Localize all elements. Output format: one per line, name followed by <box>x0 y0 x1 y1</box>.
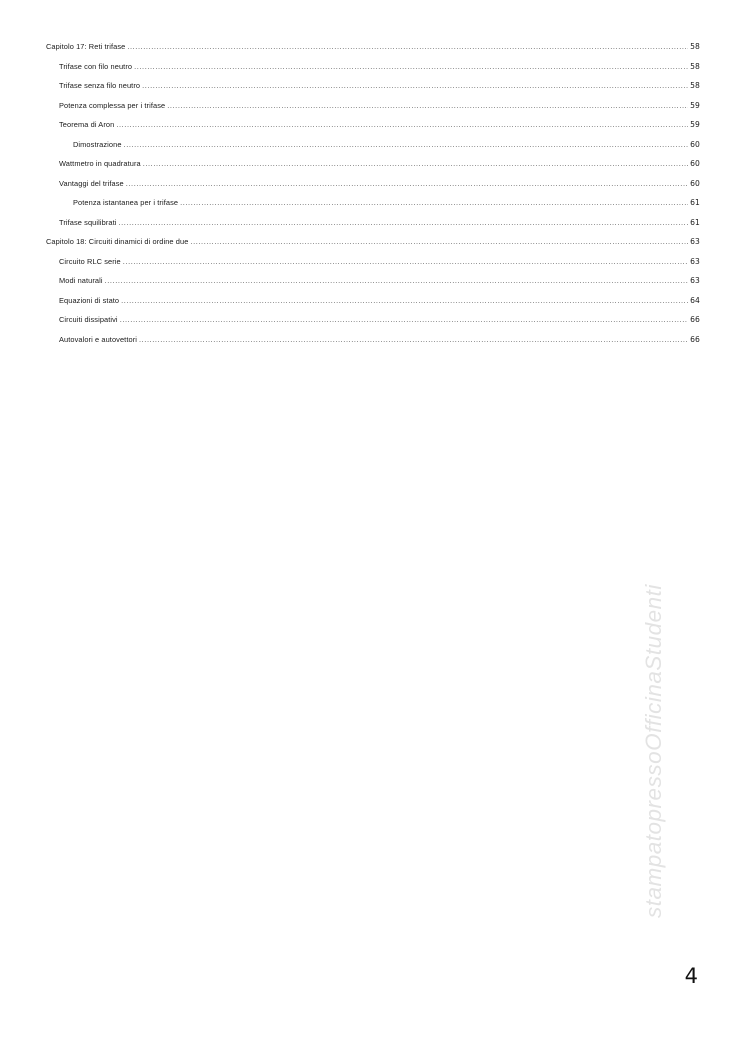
toc-entry-page: 58 <box>690 81 700 90</box>
toc-entry-page: 60 <box>690 159 700 168</box>
toc-dot-leader <box>105 276 689 285</box>
toc-entry-page: 60 <box>690 178 700 188</box>
toc-entry[interactable] <box>46 218 700 238</box>
toc-entry-title: Teorema di Aron <box>59 120 115 129</box>
toc-dot-leader <box>126 179 688 188</box>
toc-entry[interactable] <box>46 120 700 140</box>
watermark: stampatopressoOfficinaStudenti <box>641 584 666 918</box>
toc-entry[interactable] <box>46 140 700 160</box>
toc-entry-page: 64 <box>690 295 700 305</box>
toc-dot-leader <box>123 257 688 266</box>
toc-entry[interactable] <box>46 335 700 355</box>
toc-entry-title: Trifase con filo neutro <box>59 61 133 71</box>
toc-entry[interactable] <box>46 257 700 277</box>
toc-dot-leader <box>119 218 689 227</box>
toc-dot-leader <box>167 101 688 110</box>
toc-dot-leader <box>190 237 688 246</box>
toc-dot-leader <box>120 315 688 324</box>
toc-entry-title: Equazioni di stato <box>59 295 120 305</box>
toc-entry[interactable] <box>46 159 700 179</box>
toc-entry[interactable] <box>46 296 700 316</box>
toc-entry-page: 61 <box>690 217 700 227</box>
toc-entry[interactable] <box>46 81 700 101</box>
toc-entry-title: Potenza istantanea per i trifase <box>73 198 179 207</box>
toc-entry-title: Wattmetro in quadratura <box>59 159 141 168</box>
toc-entry-title: Trifase senza filo neutro <box>59 81 141 90</box>
toc-entry-page: 63 <box>690 256 700 266</box>
toc-dot-leader <box>116 120 688 129</box>
page-number: 4 <box>684 964 698 988</box>
toc-dot-leader <box>180 198 688 207</box>
toc-entry-title: Autovalori e autovettori <box>59 334 137 344</box>
toc-entry-title: Circuiti dissipativi <box>59 315 118 324</box>
toc-dot-leader <box>134 62 688 71</box>
toc-entry-page: 59 <box>690 120 700 129</box>
table-of-contents <box>46 42 700 354</box>
toc-entry-page: 63 <box>690 276 700 285</box>
toc-entry-page: 66 <box>690 315 700 324</box>
toc-entry-page: 66 <box>690 334 700 344</box>
toc-entry[interactable] <box>46 198 700 218</box>
toc-entry[interactable] <box>46 42 700 62</box>
toc-entry-page: 58 <box>690 42 700 51</box>
toc-dot-leader <box>142 81 688 90</box>
toc-entry-title: Modi naturali <box>59 276 103 285</box>
toc-entry-title: Capitolo 17: Reti trifase <box>46 42 126 51</box>
toc-entry[interactable] <box>46 179 700 199</box>
toc-entry[interactable] <box>46 315 700 335</box>
toc-entry-title: Circuito RLC serie <box>59 256 121 266</box>
toc-dot-leader <box>121 296 688 305</box>
toc-entry[interactable] <box>46 237 700 257</box>
toc-dot-leader <box>139 335 688 344</box>
toc-entry-page: 63 <box>690 237 700 246</box>
toc-entry[interactable] <box>46 276 700 296</box>
toc-entry-title: Dimostrazione <box>73 139 122 149</box>
toc-dot-leader <box>143 159 688 168</box>
toc-dot-leader <box>127 42 688 51</box>
toc-entry-title: Potenza complessa per i trifase <box>59 100 166 110</box>
toc-entry[interactable] <box>46 62 700 82</box>
toc-entry[interactable] <box>46 101 700 121</box>
toc-entry-page: 60 <box>690 139 700 149</box>
toc-entry-page: 61 <box>690 198 700 207</box>
toc-entry-page: 59 <box>690 100 700 110</box>
toc-entry-title: Capitolo 18: Circuiti dinamici di ordine due <box>46 237 189 246</box>
toc-entry-page: 58 <box>690 61 700 71</box>
toc-dot-leader <box>124 140 689 149</box>
toc-entry-title: Trifase squilibrati <box>59 217 117 227</box>
toc-entry-title: Vantaggi del trifase <box>59 178 124 188</box>
